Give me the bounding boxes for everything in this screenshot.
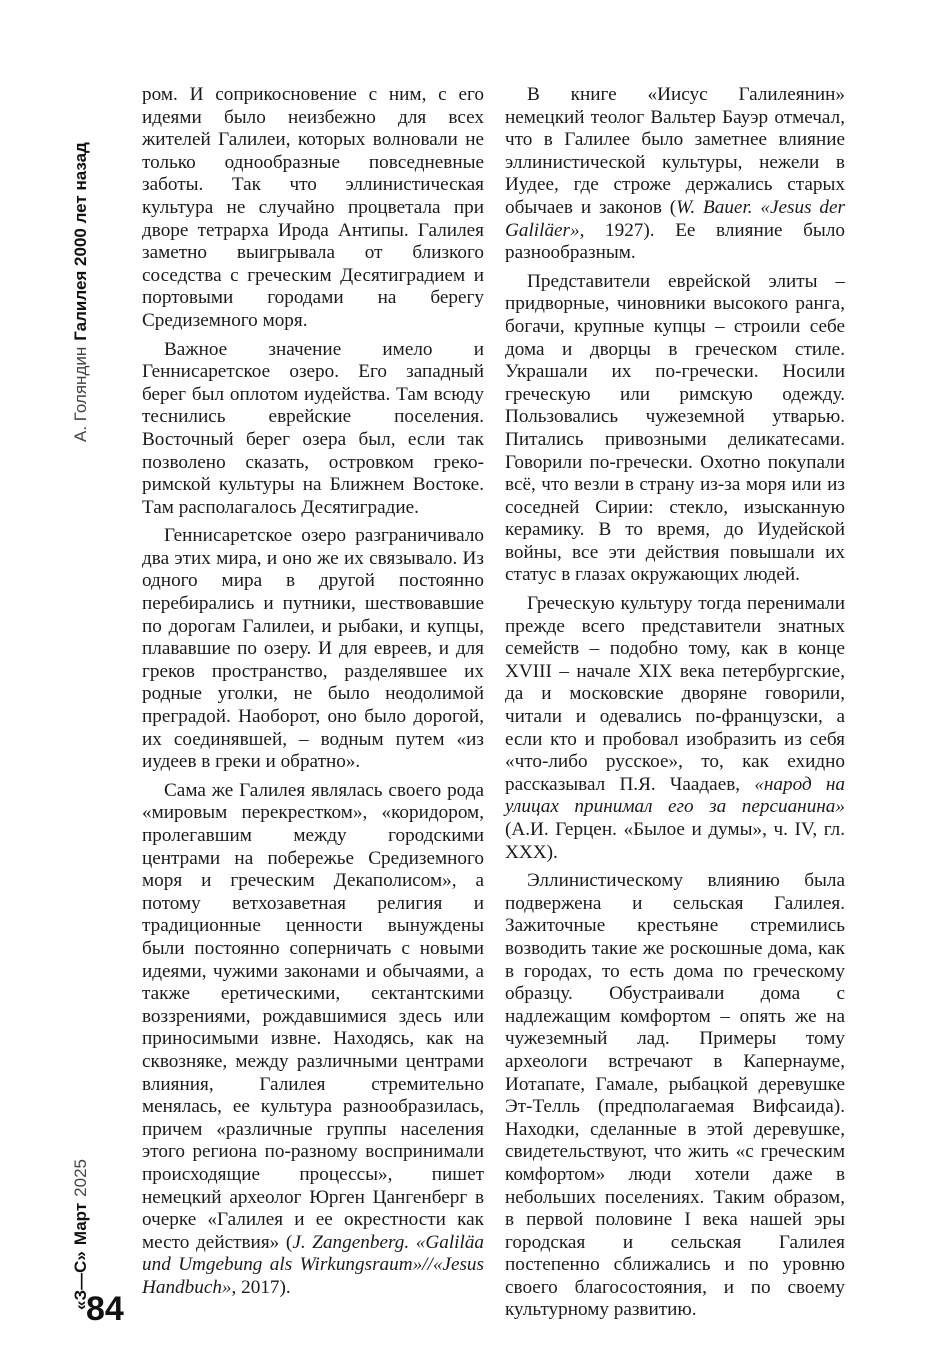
running-header xyxy=(70,82,114,442)
magazine-name: «З—С» xyxy=(71,1251,90,1310)
paragraph-text: Сама же Галилея являлась своего рода «мировым перекрестком», «коридором, пролегавшим между городскими центрами на побережье Средиземного моря и греческим Декаполисом», а потому ветхозаветная религия и традиционные ценности вынуждены были постоянно соперничать с новыми идеями, чужими законами и обычаями, а также еретическими, сектантскими воззрениями, рождавшимися здесь или приносимыми извне. Находясь, как на сквозняке, между различными центрами влияния, Галилея стремительно менялась, ее культура разнообразилась, причем «различные группы населения этого региона по-разному воспринимали происходящие процессы», пишет немецкий археолог Юрген Цангенберг в очерке «Галилея и ее окрестности как место действия» ( xyxy=(142,779,484,1253)
citation-italic: J. Zangenberg. «Galiläa und Umgebung als Wirkungsraum»//«Jesus Handbuch» xyxy=(142,1231,485,1298)
running-footer xyxy=(70,1090,114,1310)
paragraph-text: , 2017). xyxy=(231,1276,291,1298)
header-title: Галилея 2000 лет назад xyxy=(71,142,90,341)
paragraph-text: Греческую культуру тогда перенимали прежде всего представители знатных семейств – подобно тому, как в конце XVIII – начале XIX века петербургские, да и московские дворяне говорили, читали и одевались по-французски, а если кто и пробовал изобразить из себя «что-либо русское», то, как ехидно рассказывал П.Я. Чаадаев, xyxy=(505,593,845,795)
issue-month: Март xyxy=(71,1202,90,1246)
right-text-column xyxy=(505,84,845,1322)
issue-year: 2025 xyxy=(71,1159,90,1197)
paragraph: Важное значение имело и Геннисаретское озеро. Его западный берег был оплотом иудейства. Там всюду теснились еврейские поселения. Восточный берег озера был, если так позволено сказать, островком греко-римской культуры на Ближнем Востоке. Там располагалось Десятиградие. xyxy=(142,338,484,518)
left-text-column xyxy=(142,84,484,1299)
header-author: А. Голяндин xyxy=(71,346,90,442)
paragraph: Геннисаретское озеро разграничивало два этих мира, и оно же их связывало. Из одного мира в другой постоянно перебирались и путники, шествовавшие по дорогам Галилеи, и рыбаки, и купцы, плававшие по озеру. И для евреев, и для греков пространство, разделявшее их родные уголки, не было неодолимой преградой. Наоборот, оно было дорогой, их соединявшей, – водным путем «из иудеев в греки и обратно». xyxy=(142,525,484,773)
paragraph xyxy=(505,84,845,265)
paragraph xyxy=(505,593,845,864)
quote-italic: «народ на улицах принимал его за персианина» xyxy=(505,773,845,818)
paragraph-text: , 1927). Ее влияние было разнообразным. xyxy=(505,219,845,264)
paragraph xyxy=(142,780,484,1300)
paragraph: ром. И соприкосновение с ним, с его идеями было неизбежно для всех жителей Галилеи, которых волновали не только однообразные повседневные заботы. Так что эллинистическая культура не случайно процветала при дворе тетрарха Ирода Антипы. Галилея заметно выигрывала от близкого соседства с греческим Десятиградием и портовыми городами на берегу Средиземного моря. xyxy=(142,84,484,331)
paragraph-text: (А.И. Герцен. «Былое и думы», ч. IV, гл. XXX). xyxy=(505,819,845,863)
page-number: 84 xyxy=(86,1290,124,1328)
citation-italic: W. Bauer. «Jesus der Galiläer» xyxy=(505,196,846,241)
paragraph: Эллинистическому влиянию была подвержена и сельская Галилея. Зажиточные крестьяне стремились возводить такие же роскошные дома, как в городах, то есть дома по греческому образцу. Обустраивали дома с надлежащим комфортом – опять же на чужеземный лад. Примеры тому археологи встречают в Капернауме, Иотапате, Гамале, рыбацкой деревушке Эт-Телль (предполагаемая Вифсаида). Находки, сделанные в этой деревушке, свидетельствуют, что жить «с греческим комфортом» люди хотели даже в небольших поселениях. Таким образом, в первой половине I века нашей эры городская и сельская Галилея постепенно сближались и по уровню своего благосостояния, и по своему культурному развитию. xyxy=(505,870,845,1321)
paragraph: Представители еврейской элиты – придворные, чиновники высокого ранга, богачи, крупные купцы – строили себе дома и дворцы в греческом стиле. Украшали их по-гречески. Носили греческую или римскую одежду. Пользовались чужеземной утварью. Питались привозными деликатесами. Говорили по-гречески. Охотно покупали всё, что везли в страну из-за моря или из соседней Сирии: стекло, изысканную керамику. В то время, до Иудейской войны, все эти действия повышали их статус в глазах окружающих людей. xyxy=(505,270,845,586)
paragraph-text: В книге «Иисус Галилеянин» немецкий теолог Вальтер Бауэр отмечал, что в Галилее было заметнее влияние эллинистической культуры, нежели в Иудее, где строже держались старых обычаев и законов ( xyxy=(505,84,845,218)
